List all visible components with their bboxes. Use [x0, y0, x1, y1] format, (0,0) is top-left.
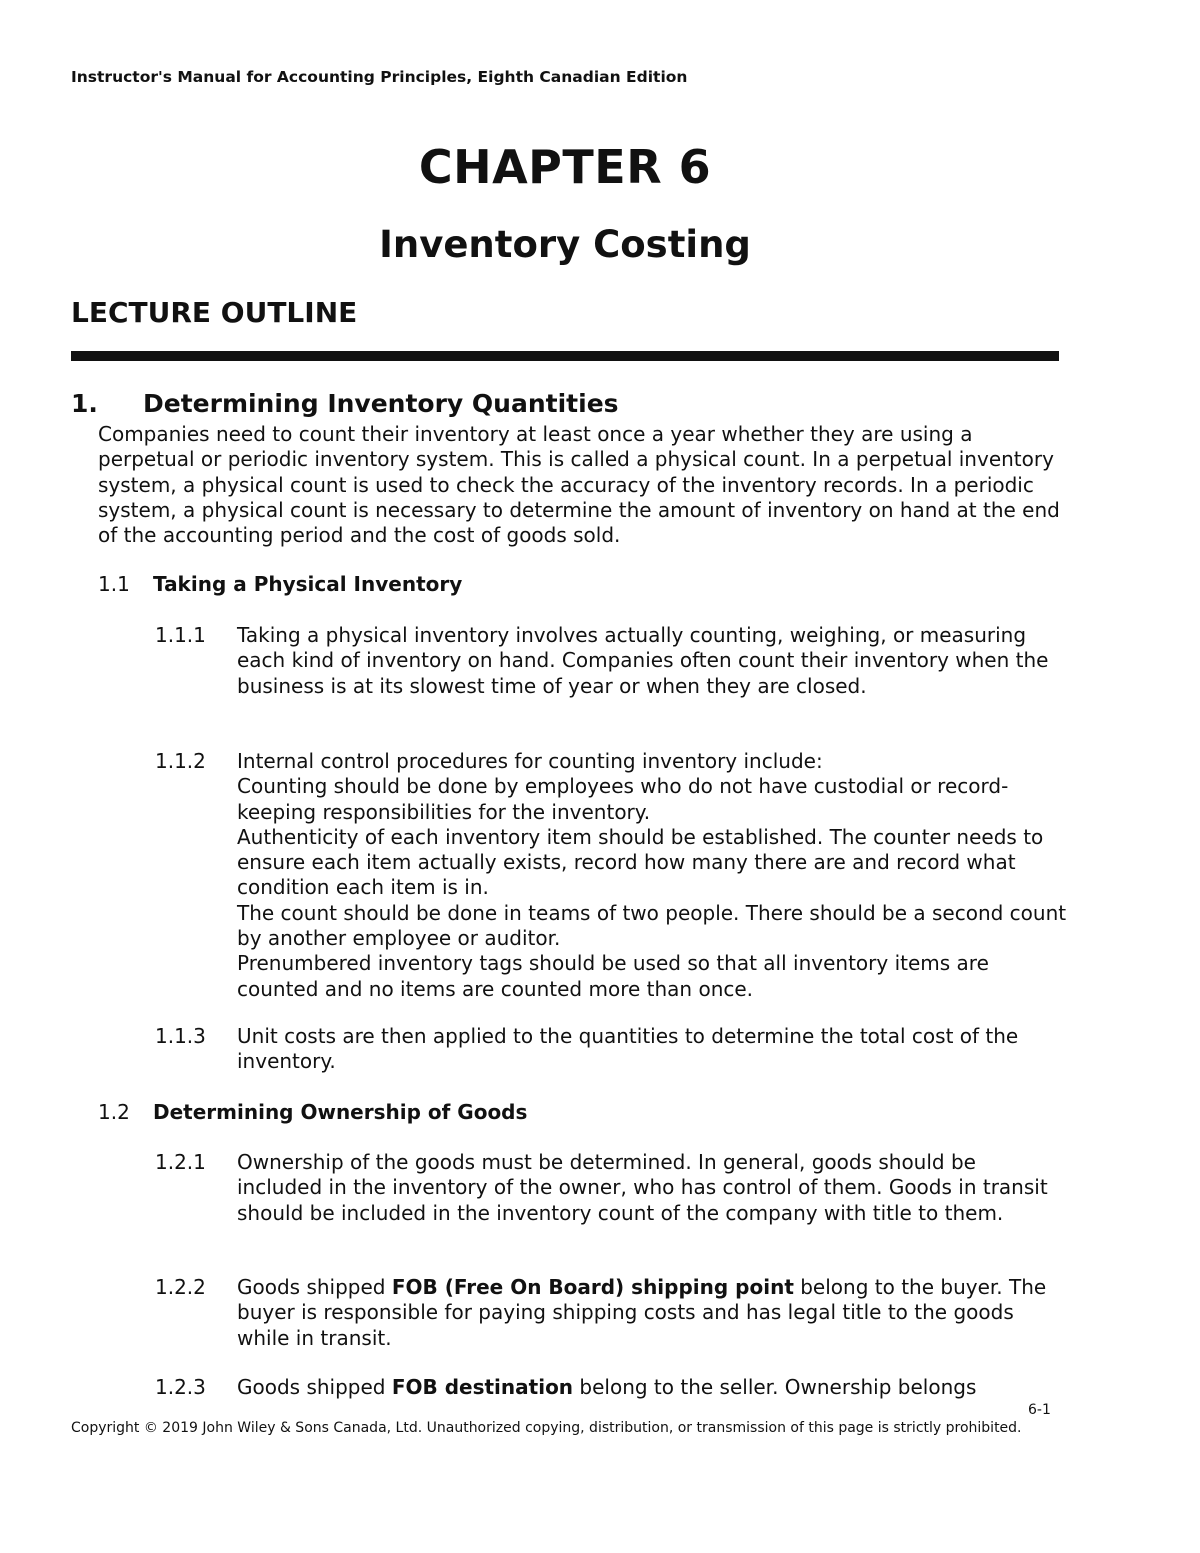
- section-intro-paragraph: Companies need to count their inventory at least once a year whether they are using a perpetual or periodic inventory system. This is called a physical count. In a perpetual inventory system, a physical count is used to check the accuracy of the inventory records. In a periodic system, a physical count is necessary to determine the amount of inventory on hand at the end of the accounting period and the cost of goods sold.: [98, 422, 1060, 548]
- item-text-list: [237, 749, 1067, 1002]
- lecture-outline-heading: LECTURE OUTLINE: [71, 296, 358, 329]
- item-number: 1.2.3: [155, 1375, 206, 1399]
- section-title: Determining Inventory Quantities: [143, 389, 619, 418]
- item-text-post: belong to the seller. Ownership belongs: [573, 1375, 977, 1399]
- item-number: 1.1.2: [155, 749, 206, 773]
- subsection-number: 1.2: [98, 1100, 130, 1124]
- page-number: 6-1: [1028, 1402, 1051, 1418]
- item-number: 1.1.3: [155, 1024, 206, 1048]
- item-number: 1.1.1: [155, 623, 206, 647]
- item-text: [237, 1275, 1067, 1351]
- term-fob-destination: FOB destination: [391, 1375, 574, 1399]
- section-number: 1.: [71, 389, 98, 418]
- item-text: Unit costs are then applied to the quantities to determine the total cost of the inventory.: [237, 1024, 1019, 1074]
- item-line: Authenticity of each inventory item should be established. The counter needs to ensure each item actually exists, record how many there are and record what condition each item is in.: [237, 824, 1044, 900]
- chapter-title: CHAPTER 6: [418, 140, 712, 194]
- copyright-notice: Copyright © 2019 John Wiley & Sons Canada, Ltd. Unauthorized copying, distribution, or transmission of this page is strictly prohibited.: [71, 1420, 1022, 1436]
- item-text-post: belong to the buyer. The buyer is responsible for paying shipping costs and has legal title to the goods while in transit.: [237, 1275, 1047, 1350]
- item-number: 1.2.1: [155, 1150, 206, 1174]
- item-text: Taking a physical inventory involves actually counting, weighing, or measuring each kind of inventory on hand. Companies often count their inventory when the business is at its slowest time of year or when they are closed.: [237, 623, 1049, 698]
- item-line: Counting should be done by employees who do not have custodial or record-keeping responsibilities for the inventory.: [237, 774, 1009, 824]
- item-line: Prenumbered inventory tags should be used so that all inventory items are counted and no items are counted more than once.: [237, 951, 989, 1001]
- running-header: Instructor's Manual for Accounting Principles, Eighth Canadian Edition: [71, 68, 688, 86]
- item-text: [237, 1375, 1067, 1400]
- item-number: 1.2.2: [155, 1275, 206, 1299]
- subsection-title: Taking a Physical Inventory: [153, 572, 463, 596]
- item-text-pre: Goods shipped: [237, 1375, 392, 1399]
- chapter-subtitle: Inventory Costing: [379, 223, 751, 266]
- subsection-number: 1.1: [98, 572, 130, 596]
- item-text-pre: Goods shipped: [237, 1275, 392, 1299]
- item-line: The count should be done in teams of two people. There should be a second count by another employee or auditor.: [237, 900, 1067, 951]
- item-text: Ownership of the goods must be determined. In general, goods should be included in the inventory of the owner, who has control of them. Goods in transit should be included in the inventory count of the company with title to them.: [237, 1150, 1048, 1225]
- heading-divider: [71, 351, 1059, 361]
- subsection-title: Determining Ownership of Goods: [153, 1100, 528, 1124]
- term-fob-shipping-point: FOB (Free On Board) shipping point: [391, 1275, 794, 1299]
- item-line: Internal control procedures for counting inventory include:: [237, 749, 823, 773]
